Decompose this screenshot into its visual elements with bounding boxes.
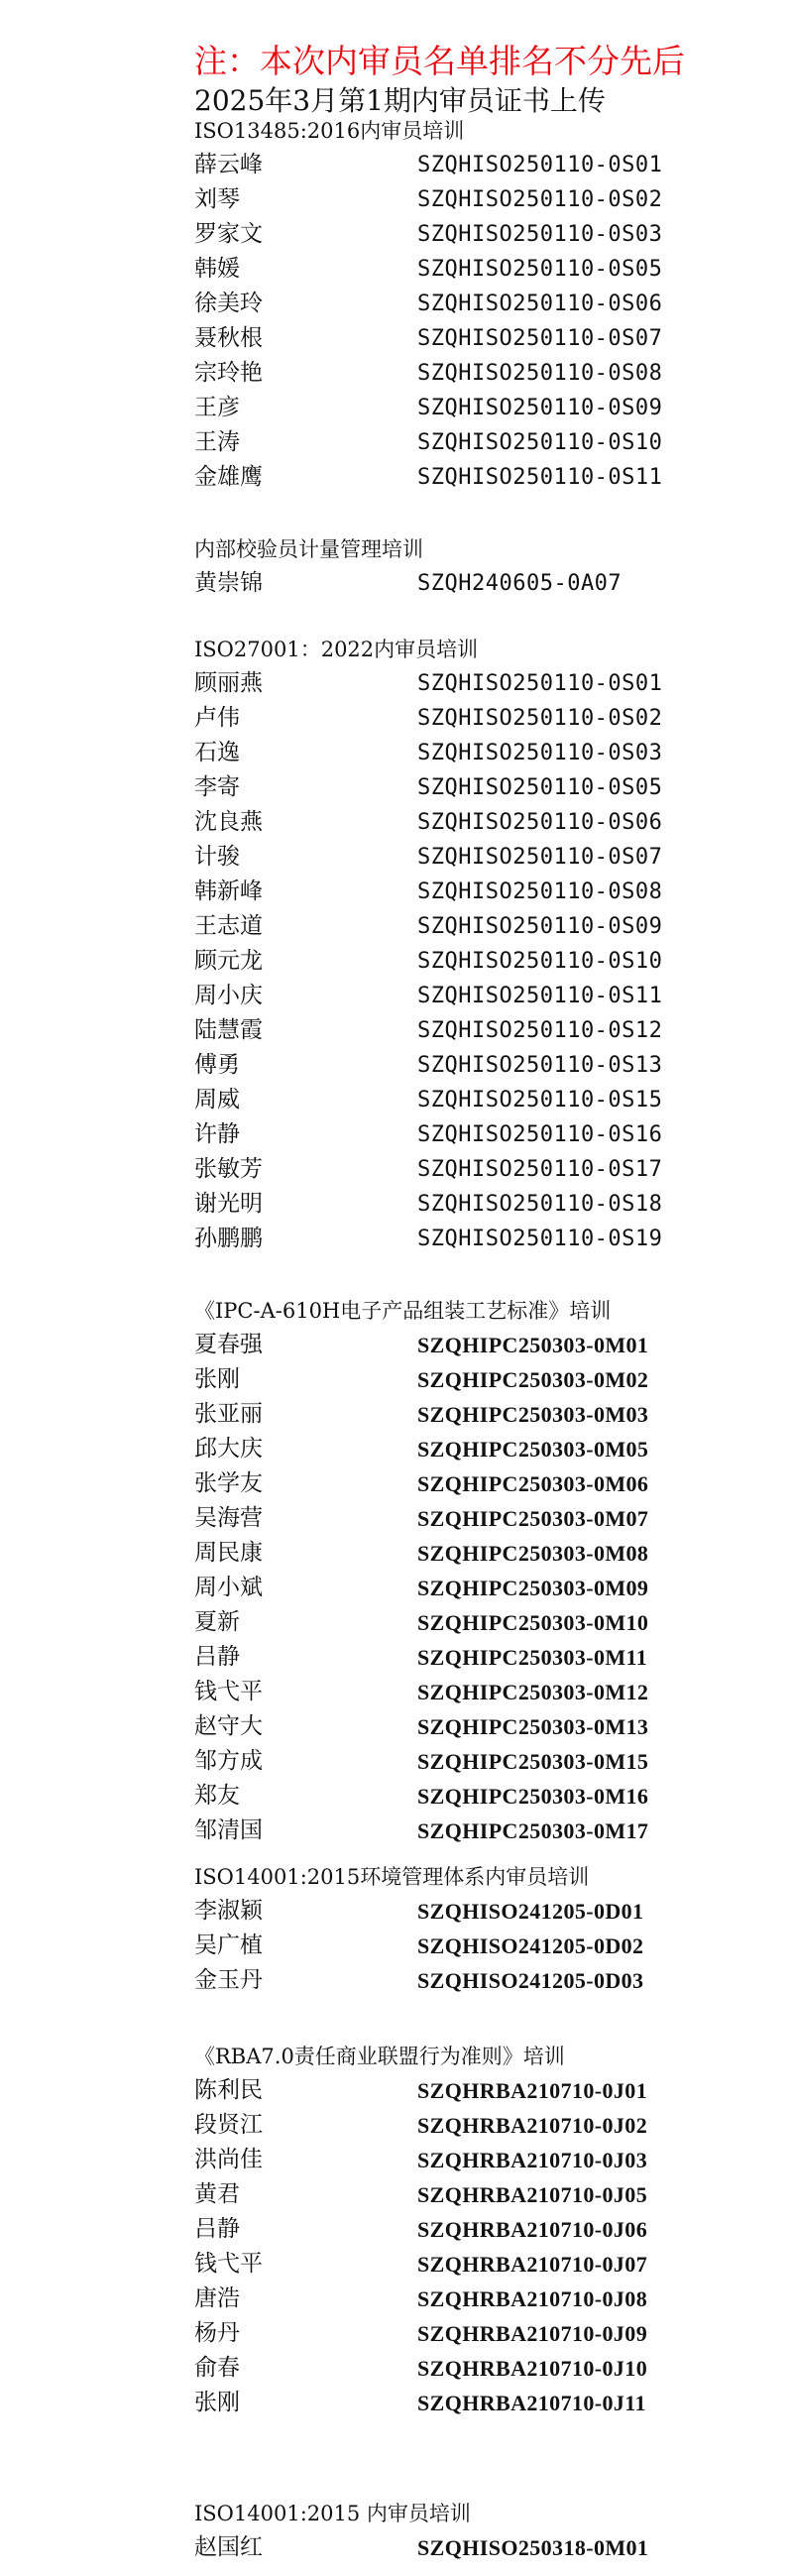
certificate-code: SZQHIPC250303-0M07: [417, 1506, 649, 1531]
person-name: 张敏芳: [194, 1156, 263, 1182]
certificate-code: SZQHISO250110-0S13: [417, 1053, 663, 1078]
certificate-code: SZQHRBA210710-0J02: [417, 2113, 648, 2138]
person-name: 王涛: [194, 429, 240, 455]
list-item: [194, 1362, 749, 1397]
person-name: 张亚丽: [194, 1401, 263, 1427]
list-item: [194, 2316, 749, 2351]
list-item: [194, 566, 749, 601]
list-item: [194, 805, 749, 840]
list-item: [194, 701, 749, 736]
person-name: 金雄鹰: [194, 464, 263, 490]
list-item: [194, 287, 749, 321]
certificate-code: SZQHISO250110-0S08: [417, 361, 663, 386]
certificate-code: SZQHIPC250303-0M08: [417, 1541, 649, 1566]
person-name: 顾丽燕: [194, 670, 263, 696]
person-name: 吴广植: [194, 1932, 263, 1958]
section-title: ISO13485:2016内审员培训: [194, 119, 465, 143]
certificate-code: SZQHISO250110-0S02: [417, 706, 663, 731]
person-name: 洪尚佳: [194, 2147, 263, 2172]
certificate-code: SZQHRBA210710-0J05: [417, 2182, 648, 2207]
certificate-code: SZQHIPC250303-0M05: [417, 1437, 649, 1462]
person-name: 薛云峰: [194, 152, 263, 177]
person-name: 陆慧霞: [194, 1017, 263, 1043]
section-title: ISO14001:2015环境管理体系内审员培训: [194, 1865, 590, 1889]
certificate-code: SZQHRBA210710-0J10: [417, 2356, 648, 2381]
list-item: [194, 2386, 749, 2420]
certificate-code: SZQHISO250110-0S09: [417, 914, 663, 939]
certificate-code: SZQHISO250110-0S10: [417, 949, 663, 974]
person-name: 吴海营: [194, 1505, 263, 1531]
person-name: 计骏: [194, 844, 240, 870]
list-item: [194, 1744, 749, 1779]
person-name: 许静: [194, 1121, 240, 1147]
list-item: [194, 1397, 749, 1432]
certificate-code: SZQHIPC250303-0M11: [417, 1645, 648, 1670]
person-name: 张刚: [194, 2390, 240, 2415]
certificate-code: SZQHISO250110-0S11: [417, 984, 663, 1008]
certificate-code: SZQHRBA210710-0J06: [417, 2217, 648, 2242]
person-name: 石逸: [194, 740, 240, 765]
section-title: 内部校验员计量管理培训: [194, 537, 423, 561]
list-item: [194, 1894, 749, 1929]
list-item: [194, 2108, 749, 2143]
notice-text: 注：本次内审员名单排名不分先后: [194, 42, 685, 80]
list-item: [194, 1048, 749, 1083]
list-item: [194, 944, 749, 979]
person-name: 夏新: [194, 1609, 240, 1635]
person-name: 钱弋平: [194, 2251, 263, 2277]
list-item: [194, 1709, 749, 1744]
list-item: [194, 1083, 749, 1117]
certificate-code: SZQHRBA210710-0J01: [417, 2078, 648, 2103]
certificate-code: SZQHISO250110-0S06: [417, 810, 663, 835]
list-item: [194, 148, 749, 182]
certificate-code: SZQHRBA210710-0J09: [417, 2321, 648, 2346]
list-item: [194, 2143, 749, 2177]
section-title: ISO27001：2022内审员培训: [194, 638, 479, 661]
list-item: [194, 1605, 749, 1640]
person-name: 李淑颖: [194, 1898, 263, 1924]
list-item: [194, 1814, 749, 1848]
list-item: [194, 460, 749, 495]
person-name: 周民康: [194, 1540, 263, 1566]
person-name: 李寄: [194, 774, 240, 800]
person-name: 周小斌: [194, 1575, 263, 1600]
list-item: [194, 736, 749, 770]
certificate-code: SZQHISO250110-0S01: [417, 153, 663, 177]
person-name: 顾元龙: [194, 948, 263, 974]
list-item: [194, 1640, 749, 1675]
list-item: [194, 770, 749, 805]
section-title: 《RBA7.0责任商业联盟行为准则》培训: [194, 2045, 565, 2068]
person-name: 邱大庆: [194, 1436, 263, 1462]
certificate-code: SZQH240605-0A07: [417, 571, 623, 596]
list-item: [194, 2212, 749, 2247]
list-item: [194, 2247, 749, 2282]
certificate-code: SZQHIPC250303-0M16: [417, 1784, 649, 1809]
person-name: 吕静: [194, 1644, 240, 1670]
list-item: [194, 252, 749, 287]
section-title: 《IPC-A-610H电子产品组装工艺标准》培训: [194, 1299, 612, 1323]
list-item: [194, 1536, 749, 1571]
certificate-code: SZQHISO250318-0M01: [417, 2535, 649, 2560]
person-name: 罗家文: [194, 221, 263, 247]
list-item: [194, 979, 749, 1013]
certificate-code: SZQHISO250110-0S15: [417, 1088, 663, 1112]
person-name: 周威: [194, 1087, 240, 1112]
person-name: 卢伟: [194, 705, 240, 731]
list-item: [194, 356, 749, 391]
person-name: 宗玲艳: [194, 360, 263, 386]
certificate-code: SZQHISO250110-0S16: [417, 1122, 663, 1147]
list-item: [194, 1501, 749, 1536]
list-item: [194, 391, 749, 425]
certificate-code: SZQHISO241205-0D02: [417, 1933, 644, 1958]
certificate-code: SZQHIPC250303-0M03: [417, 1402, 649, 1427]
list-item: [194, 1013, 749, 1048]
certificate-code: SZQHISO250110-0S11: [417, 465, 663, 490]
certificate-code: SZQHRBA210710-0J07: [417, 2252, 648, 2277]
person-name: 俞春: [194, 2355, 240, 2381]
person-name: 段贤江: [194, 2112, 263, 2138]
certificate-code: SZQHIPC250303-0M15: [417, 1749, 649, 1774]
list-item: [194, 1571, 749, 1605]
certificate-code: SZQHIPC250303-0M01: [417, 1333, 649, 1357]
person-name: 周小庆: [194, 983, 263, 1008]
person-name: 谢光明: [194, 1191, 263, 1217]
person-name: 韩新峰: [194, 878, 263, 904]
list-item: [194, 1222, 749, 1256]
certificate-code: SZQHISO250110-0S06: [417, 292, 663, 316]
certificate-code: SZQHISO250110-0S09: [417, 396, 663, 420]
list-item: [194, 1779, 749, 1814]
person-name: 王志道: [194, 913, 263, 939]
list-item: [194, 875, 749, 909]
person-name: 聂秋根: [194, 325, 263, 351]
certificate-code: SZQHISO250110-0S05: [417, 775, 663, 800]
person-name: 钱弋平: [194, 1679, 263, 1704]
certificate-code: SZQHISO250110-0S19: [417, 1227, 663, 1251]
list-item: [194, 666, 749, 701]
certificate-code: SZQHIPC250303-0M13: [417, 1714, 649, 1739]
certificate-code: SZQHIPC250303-0M02: [417, 1367, 649, 1392]
certificate-code: SZQHISO241205-0D03: [417, 1968, 644, 1993]
certificate-code: SZQHISO250110-0S01: [417, 671, 663, 696]
person-name: 赵国红: [194, 2534, 263, 2560]
person-name: 吕静: [194, 2216, 240, 2242]
certificate-code: SZQHIPC250303-0M12: [417, 1680, 649, 1704]
certificate-code: SZQHISO241205-0D01: [417, 1899, 644, 1924]
person-name: 张刚: [194, 1366, 240, 1392]
section-title: ISO14001:2015 内审员培训: [194, 2502, 471, 2525]
certificate-code: SZQHIPC250303-0M09: [417, 1576, 649, 1600]
certificate-code: SZQHISO250110-0S03: [417, 741, 663, 765]
list-item: [194, 182, 749, 217]
list-item: [194, 2530, 749, 2565]
person-name: 陈利民: [194, 2077, 263, 2103]
person-name: 唐浩: [194, 2285, 240, 2311]
person-name: 王彦: [194, 395, 240, 420]
list-item: [194, 2177, 749, 2212]
person-name: 金玉丹: [194, 1967, 263, 1993]
person-name: 张学友: [194, 1470, 263, 1496]
person-name: 赵守大: [194, 1713, 263, 1739]
certificate-code: SZQHRBA210710-0J08: [417, 2286, 648, 2311]
certificate-code: SZQHRBA210710-0J11: [417, 2391, 646, 2415]
person-name: 邹清国: [194, 1817, 263, 1843]
certificate-code: SZQHISO250110-0S07: [417, 326, 663, 351]
certificate-code: SZQHISO250110-0S10: [417, 430, 663, 455]
certificate-code: SZQHISO250110-0S18: [417, 1192, 663, 1217]
person-name: 孙鹏鹏: [194, 1226, 263, 1251]
list-item: [194, 321, 749, 356]
certificate-code: SZQHIPC250303-0M17: [417, 1818, 649, 1843]
list-item: [194, 1432, 749, 1466]
person-name: 夏春强: [194, 1332, 263, 1357]
person-name: 邹方成: [194, 1748, 263, 1774]
list-item: [194, 1117, 749, 1152]
certificate-code: SZQHISO250110-0S02: [417, 187, 663, 212]
list-item: [194, 2073, 749, 2108]
list-item: [194, 1929, 749, 1963]
list-item: [194, 425, 749, 460]
list-item: [194, 1328, 749, 1362]
document-title: 2025年3月第1期内审员证书上传: [194, 84, 606, 117]
list-item: [194, 2282, 749, 2316]
person-name: 杨丹: [194, 2320, 240, 2346]
certificate-code: SZQHIPC250303-0M10: [417, 1610, 649, 1635]
list-item: [194, 1466, 749, 1501]
person-name: 郑友: [194, 1783, 240, 1809]
certificate-code: SZQHISO250110-0S03: [417, 222, 663, 247]
certificate-code: SZQHISO250110-0S17: [417, 1157, 663, 1182]
list-item: [194, 840, 749, 875]
list-item: [194, 1963, 749, 1998]
person-name: 黄君: [194, 2181, 240, 2207]
person-name: 沈良燕: [194, 809, 263, 835]
list-item: [194, 217, 749, 252]
person-name: 韩媛: [194, 256, 240, 282]
list-item: [194, 1152, 749, 1187]
list-item: [194, 1187, 749, 1222]
certificate-code: SZQHRBA210710-0J03: [417, 2148, 648, 2172]
list-item: [194, 909, 749, 944]
list-item: [194, 1675, 749, 1709]
certificate-code: SZQHISO250110-0S12: [417, 1018, 663, 1043]
person-name: 刘琴: [194, 186, 240, 212]
list-item: [194, 2351, 749, 2386]
certificate-code: SZQHISO250110-0S08: [417, 879, 663, 904]
person-name: 黄崇锦: [194, 570, 263, 596]
person-name: 徐美玲: [194, 291, 263, 316]
certificate-code: SZQHIPC250303-0M06: [417, 1471, 649, 1496]
certificate-code: SZQHISO250110-0S07: [417, 845, 663, 870]
certificate-code: SZQHISO250110-0S05: [417, 257, 663, 282]
person-name: 傅勇: [194, 1052, 240, 1078]
